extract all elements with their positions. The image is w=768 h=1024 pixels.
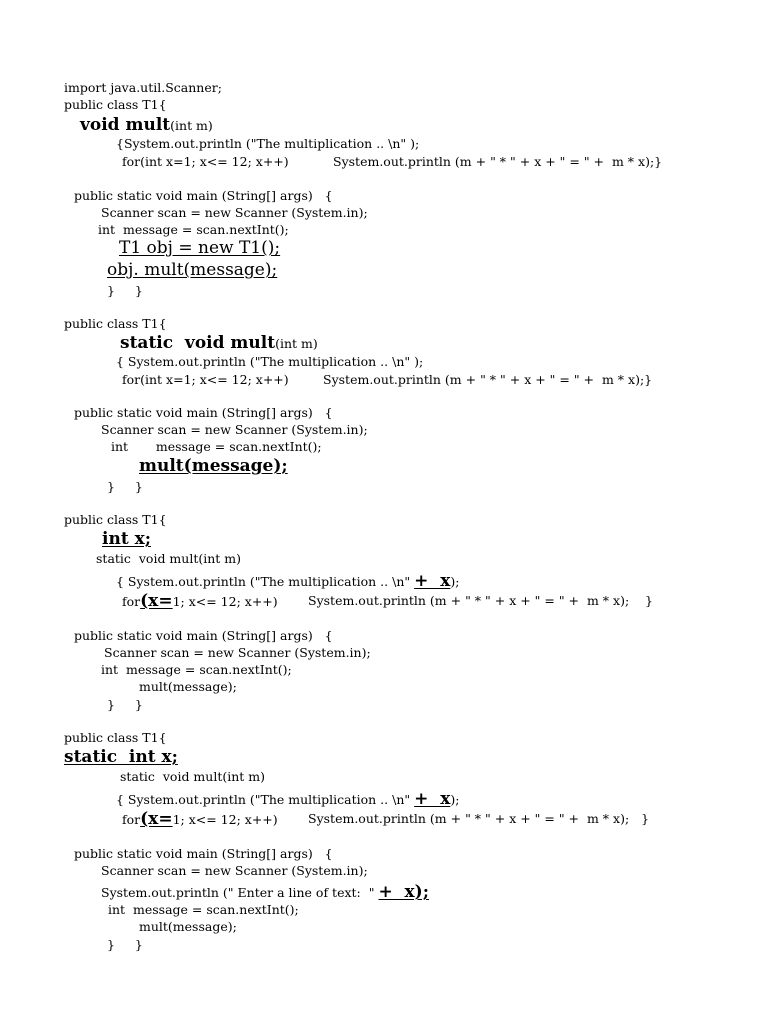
class-declaration: public class T1{: [64, 730, 167, 745]
scanner-line: Scanner scan = new Scanner (System.in);: [101, 863, 368, 878]
for-body: System.out.println (m + " * " + x + " = " + m * x); }: [308, 593, 654, 608]
for-x-highlight: (x=: [140, 591, 173, 611]
plus-x-highlight: + x: [414, 789, 451, 809]
enter-text-line: [101, 882, 429, 902]
plus-x-highlight: + x: [414, 571, 451, 591]
for-keyword: for: [122, 594, 141, 609]
enter-text-println: System.out.println (" Enter a line of text: ": [101, 885, 375, 900]
scanner-line: Scanner scan = new Scanner (System.in);: [104, 645, 371, 660]
method-name: void mult: [80, 115, 171, 135]
field-declaration: static int x;: [64, 747, 178, 767]
main-declaration: public static void main (String[] args) {: [74, 405, 333, 420]
for-rest: 1; x<= 12; x++): [172, 594, 278, 609]
closing-braces: } }: [107, 479, 143, 494]
class-declaration: public class T1{: [64, 316, 167, 331]
main-declaration: public static void main (String[] args) {: [74, 846, 333, 861]
closing-braces: } }: [107, 697, 143, 712]
println-text: { System.out.println ("The multiplication .. \n": [116, 574, 411, 589]
for-keyword: for: [122, 812, 141, 827]
println-line: { System.out.println ("The multiplication .. \n" );: [116, 354, 424, 369]
for-body: System.out.println (m + " * " + x + " = " + m * x);}: [323, 372, 653, 387]
println-text: { System.out.println ("The multiplication .. \n": [116, 792, 411, 807]
scanner-line: Scanner scan = new Scanner (System.in);: [101, 205, 368, 220]
method-declaration: [80, 115, 213, 135]
method-declaration: static void mult(int m): [96, 551, 241, 566]
method-call: mult(message);: [139, 919, 237, 934]
main-declaration: public static void main (String[] args) {: [74, 188, 333, 203]
field-declaration: int x;: [102, 529, 151, 549]
closing-braces: } }: [107, 283, 143, 298]
import-line: import java.util.Scanner;: [64, 80, 222, 95]
for-rest: 1; x<= 12; x++): [172, 812, 278, 827]
method-name: static void mult: [120, 333, 276, 353]
message-line: int message = scan.nextInt();: [108, 902, 299, 917]
println-end: );: [450, 574, 460, 589]
method-declaration: [120, 333, 318, 353]
println-line: [116, 789, 459, 809]
closing-braces: } }: [107, 937, 143, 952]
method-call: mult(message);: [139, 456, 288, 476]
method-params: (int m): [170, 118, 213, 133]
object-method-call: obj. mult(message);: [107, 260, 278, 280]
for-body: System.out.println (m + " * " + x + " = " + m * x);}: [333, 154, 663, 169]
class-declaration: public class T1{: [64, 512, 167, 527]
for-loop: [122, 591, 278, 611]
main-declaration: public static void main (String[] args) {: [74, 628, 333, 643]
println-line: [116, 571, 459, 591]
object-creation: T1 obj = new T1();: [119, 238, 281, 258]
for-x-highlight: (x=: [140, 809, 173, 829]
for-body: System.out.println (m + " * " + x + " = " + m * x); }: [308, 811, 650, 826]
for-loop: [122, 809, 278, 829]
method-call: mult(message);: [139, 679, 237, 694]
message-line: int message = scan.nextInt();: [111, 439, 322, 454]
message-line: int message = scan.nextInt();: [101, 662, 292, 677]
scanner-line: Scanner scan = new Scanner (System.in);: [101, 422, 368, 437]
method-params: (int m): [275, 336, 318, 351]
method-declaration: static void mult(int m): [120, 769, 265, 784]
class-declaration: public class T1{: [64, 97, 167, 112]
println-line: {System.out.println ("The multiplication .. \n" );: [116, 136, 420, 151]
for-loop: for(int x=1; x<= 12; x++): [122, 154, 289, 169]
message-line: int message = scan.nextInt();: [98, 222, 289, 237]
for-loop: for(int x=1; x<= 12; x++): [122, 372, 289, 387]
println-end: );: [450, 792, 460, 807]
enter-plus-x-highlight: + x);: [378, 882, 429, 902]
